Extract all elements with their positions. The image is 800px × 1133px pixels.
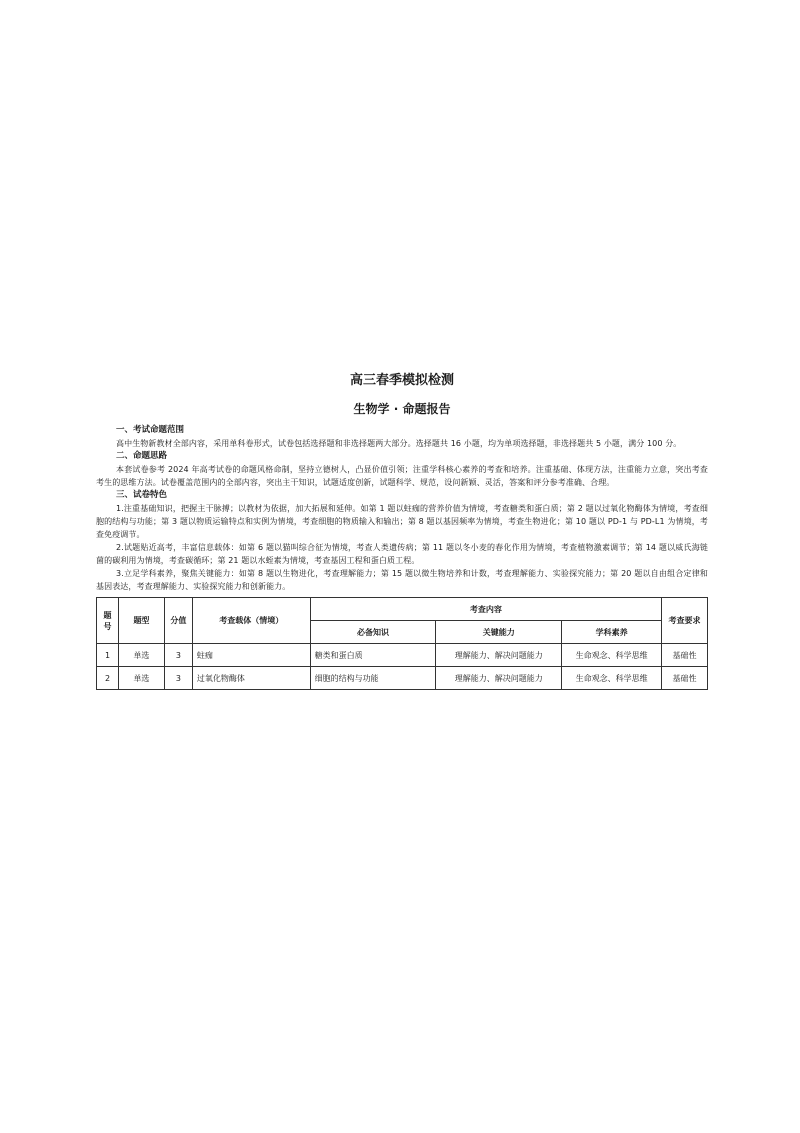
document-subtitle: 生物学 · 命题报告 (353, 402, 451, 416)
cell-no: 2 (97, 667, 119, 690)
header-carrier: 考查载体（情境） (192, 598, 310, 644)
section-paragraph: 1.注重基础知识，把握主干脉搏；以教材为依据，加大拓展和延伸。如第 1 题以蛀痂的营养价值为情境，考查糖类和蛋白质；第 2 题以过氧化物酶体为情境，考查细胞的结构与功能；第 3 题以物质运输特点和实例为情境，考查细胞的物质输入和输出；第 8 题以基因频率为情境，考查生物进化；第 10 题以 PD-1 与 PD-L1 为情境，考查免疫调节。 (96, 504, 708, 539)
section-heading: 二、命题思路 (116, 451, 168, 461)
table-row (97, 644, 708, 667)
header-score: 分值 (164, 598, 192, 644)
section-heading: 一、考试命题范围 (116, 425, 185, 435)
cell-ability: 理解能力、解决问题能力 (436, 644, 562, 667)
cell-literacy: 生命观念、科学思维 (562, 667, 662, 690)
cell-type: 单选 (118, 667, 164, 690)
section-paragraph: 本套试卷参考 2024 年高考试卷的命题风格命制，坚持立德树人，凸显价值引领；注重学科核心素养的考查和培养。注重基础、体现方法，注重能力立意，突出考查考生的思维方法。试卷覆盖范围内的全部内容，突出主干知识，试题适度创新，试题科学、规范，设问新颖、灵活，答案和评分参考准确、合理。 (96, 465, 708, 487)
header-knowledge: 必备知识 (310, 621, 436, 644)
section-approach (96, 450, 708, 489)
cell-knowledge: 细胞的结构与功能 (310, 667, 436, 690)
section-paragraph: 3.立足学科素养，聚焦关键能力：如第 8 题以生物进化，考查理解能力；第 15 题以微生物培养和计数，考查理解能力、实验探究能力；第 20 题以自由组合定律和基因表达，考查理解能力、实验探究能力和创新能力。 (96, 569, 708, 591)
cell-carrier: 过氧化物酶体 (192, 667, 310, 690)
header-ability: 关键能力 (436, 621, 562, 644)
header-literacy: 学科素养 (562, 621, 662, 644)
cell-requirement: 基础性 (662, 667, 708, 690)
section-heading: 三、试卷特色 (116, 490, 168, 500)
header-requirement: 考查要求 (662, 598, 708, 644)
header-content: 考查内容 (310, 598, 661, 621)
section-paragraph: 2.试题贴近高考，丰富信息载体：如第 6 题以猫叫综合征为情境，考查人类遗传病；第 11 题以冬小麦的春化作用为情境，考查植物激素调节；第 14 题以威氏海链菌的碳利用为情境，考查碳循环；第 21 题以水蛭素为情境，考查基因工程和蛋白质工程。 (96, 543, 708, 565)
document-title: 高三春季模拟检测 (349, 373, 454, 388)
cell-literacy: 生命观念、科学思维 (562, 644, 662, 667)
document-page (96, 372, 708, 690)
report-table (96, 597, 708, 690)
cell-score: 3 (164, 644, 192, 667)
table-row (97, 667, 708, 690)
cell-no: 1 (97, 644, 119, 667)
cell-requirement: 基础性 (662, 644, 708, 667)
table-header-row (97, 598, 708, 621)
cell-ability: 理解能力、解决问题能力 (436, 667, 562, 690)
cell-carrier: 蛀痂 (192, 644, 310, 667)
section-scope (96, 424, 708, 450)
header-no: 题号 (97, 598, 119, 644)
cell-knowledge: 糖类和蛋白质 (310, 644, 436, 667)
header-type: 题型 (118, 598, 164, 644)
cell-type: 单选 (118, 644, 164, 667)
cell-score: 3 (164, 667, 192, 690)
section-paragraph: 高中生物新教材全部内容，采用单科卷形式，试卷包括选择题和非选择题两大部分。选择题共 16 小题，均为单项选择题，非选择题共 5 小题，满分 100 分。 (116, 439, 682, 448)
section-features (96, 489, 708, 593)
